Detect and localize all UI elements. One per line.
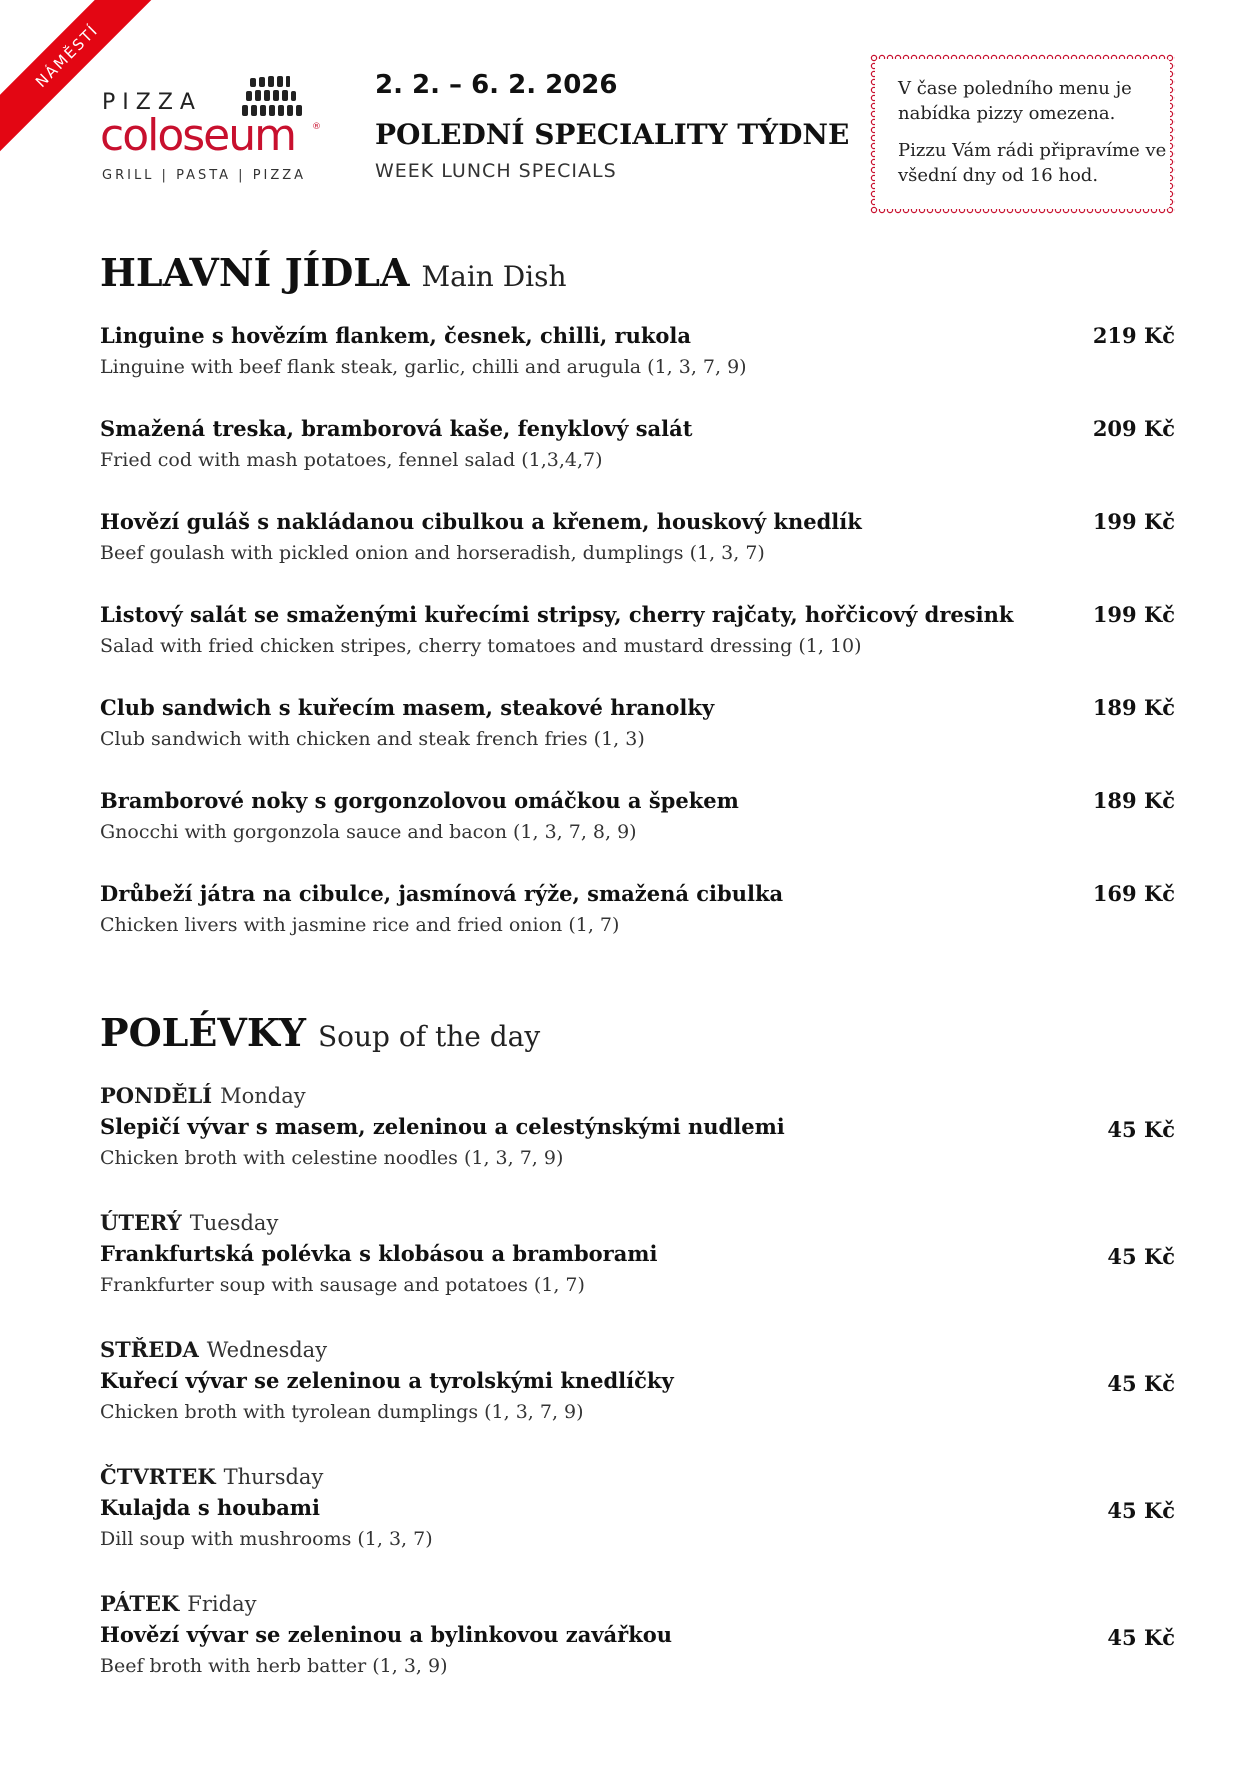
item-price: 219 Kč xyxy=(1092,323,1175,348)
item-name: Bramborové noky s gorgonzolovou omáčkou a špekem xyxy=(100,788,739,813)
notice-line-2: Pizzu Vám rádi připravíme ve všední dny od 16 hod. xyxy=(898,140,1167,186)
soup-day-cz: ÚTERÝ xyxy=(100,1210,182,1235)
main-dish-heading xyxy=(100,250,567,295)
item-name: Smažená treska, bramborová kaše, fenyklový salát xyxy=(100,416,693,441)
item-description: Beef broth with herb batter (1, 3, 9) xyxy=(100,1655,448,1677)
soup-day xyxy=(100,1210,1175,1235)
item-price: 169 Kč xyxy=(1092,881,1175,906)
item-name: Slepičí vývar s masem, zeleninou a celestýnskými nudlemi xyxy=(100,1114,785,1139)
item-description: Dill soup with mushrooms (1, 3, 7) xyxy=(100,1528,433,1550)
item-description: Linguine with beef flank steak, garlic, chilli and arugula (1, 3, 7, 9) xyxy=(100,356,747,378)
main-dish-item xyxy=(100,509,1175,564)
item-price: 45 Kč xyxy=(1107,1498,1175,1523)
soup-day-cz: ČTVRTEK xyxy=(100,1464,216,1489)
soup-day-en: Tuesday xyxy=(189,1211,279,1235)
logo-tagline: GRILL | PASTA | PIZZA xyxy=(102,168,307,183)
item-name: Linguine s hovězím flankem, česnek, chilli, rukola xyxy=(100,323,692,348)
item-price: 189 Kč xyxy=(1092,788,1175,813)
item-name: Hovězí vývar se zeleninou a bylinkovou zavářkou xyxy=(100,1622,673,1647)
soup-day xyxy=(100,1591,1175,1616)
soups-heading-en: Soup of the day xyxy=(317,1020,541,1053)
logo-pizza-word: PIZZA xyxy=(102,90,202,115)
soup-day xyxy=(100,1464,1175,1489)
item-name: Club sandwich s kuřecím masem, steakové hranolky xyxy=(100,695,715,720)
item-description: Gnocchi with gorgonzola sauce and bacon (1, 3, 7, 8, 9) xyxy=(100,821,637,843)
date-range: 2. 2. – 6. 2. 2026 xyxy=(375,70,618,100)
soups-heading-cz: POLÉVKY xyxy=(100,1010,306,1055)
logo xyxy=(100,76,325,186)
item-name: Hovězí guláš s nakládanou cibulkou a křenem, houskový knedlík xyxy=(100,509,862,534)
main-dish-item xyxy=(100,788,1175,843)
soups-heading xyxy=(100,1010,540,1055)
page-title: POLEDNÍ SPECIALITY TÝDNE xyxy=(375,118,850,151)
soup-day-cz: STŘEDA xyxy=(100,1337,199,1362)
main-dish-heading-en: Main Dish xyxy=(421,260,567,293)
soup-item xyxy=(100,1464,1175,1550)
item-description: Salad with fried chicken stripes, cherry tomatoes and mustard dressing (1, 10) xyxy=(100,635,862,657)
item-description: Frankfurter soup with sausage and potatoes (1, 7) xyxy=(100,1274,585,1296)
main-dish-item xyxy=(100,695,1175,750)
item-price: 45 Kč xyxy=(1107,1117,1175,1142)
item-name: Kuřecí vývar se zeleninou a tyrolskými knedlíčky xyxy=(100,1368,674,1393)
corner-ribbon: NÁMĚSTÍ xyxy=(0,0,170,159)
item-price: 209 Kč xyxy=(1092,416,1175,441)
item-description: Chicken broth with tyrolean dumplings (1, 3, 7, 9) xyxy=(100,1401,584,1423)
item-price: 45 Kč xyxy=(1107,1371,1175,1396)
item-description: Chicken broth with celestine noodles (1, 3, 7, 9) xyxy=(100,1147,564,1169)
item-description: Chicken livers with jasmine rice and fried onion (1, 7) xyxy=(100,914,620,936)
item-name: Frankfurtská polévka s klobásou a bramborami xyxy=(100,1241,658,1266)
notice-line-1: V čase poledního menu je nabídka pizzy omezena. xyxy=(898,78,1132,124)
item-price: 45 Kč xyxy=(1107,1625,1175,1650)
logo-brand-word: coloseum xyxy=(100,110,295,161)
soup-item xyxy=(100,1083,1175,1169)
soup-item xyxy=(100,1337,1175,1423)
soup-day-en: Monday xyxy=(220,1084,306,1108)
item-name: Listový salát se smaženými kuřecími stripsy, cherry rajčaty, hořčicový dresink xyxy=(100,602,1014,627)
soup-day xyxy=(100,1337,1175,1362)
item-description: Beef goulash with pickled onion and horseradish, dumplings (1, 3, 7) xyxy=(100,542,765,564)
item-description: Club sandwich with chicken and steak french fries (1, 3) xyxy=(100,728,645,750)
main-dish-item xyxy=(100,416,1175,471)
main-dish-item xyxy=(100,323,1175,378)
soup-day-en: Friday xyxy=(187,1592,257,1616)
main-dish-heading-cz: HLAVNÍ JÍDLA xyxy=(100,250,410,295)
soup-item xyxy=(100,1591,1175,1677)
main-dish-item xyxy=(100,881,1175,936)
item-name: Drůbeží játra na cibulce, jasmínová rýže, smažená cibulka xyxy=(100,881,784,906)
soup-day-en: Thursday xyxy=(223,1465,324,1489)
soup-day-cz: PONDĚLÍ xyxy=(100,1083,213,1108)
soup-day-cz: PÁTEK xyxy=(100,1591,180,1616)
item-price: 199 Kč xyxy=(1092,602,1175,627)
item-description: Fried cod with mash potatoes, fennel salad (1,3,4,7) xyxy=(100,449,603,471)
item-price: 199 Kč xyxy=(1092,509,1175,534)
soup-item xyxy=(100,1210,1175,1296)
soup-day-en: Wednesday xyxy=(206,1338,328,1362)
pizza-notice-box xyxy=(870,54,1175,214)
item-price: 189 Kč xyxy=(1092,695,1175,720)
page-subtitle: WEEK LUNCH SPECIALS xyxy=(375,160,617,182)
main-dish-item xyxy=(100,602,1175,657)
item-name: Kulajda s houbami xyxy=(100,1495,321,1520)
soup-day xyxy=(100,1083,1175,1108)
item-price: 45 Kč xyxy=(1107,1244,1175,1269)
registered-mark: ® xyxy=(312,122,321,132)
